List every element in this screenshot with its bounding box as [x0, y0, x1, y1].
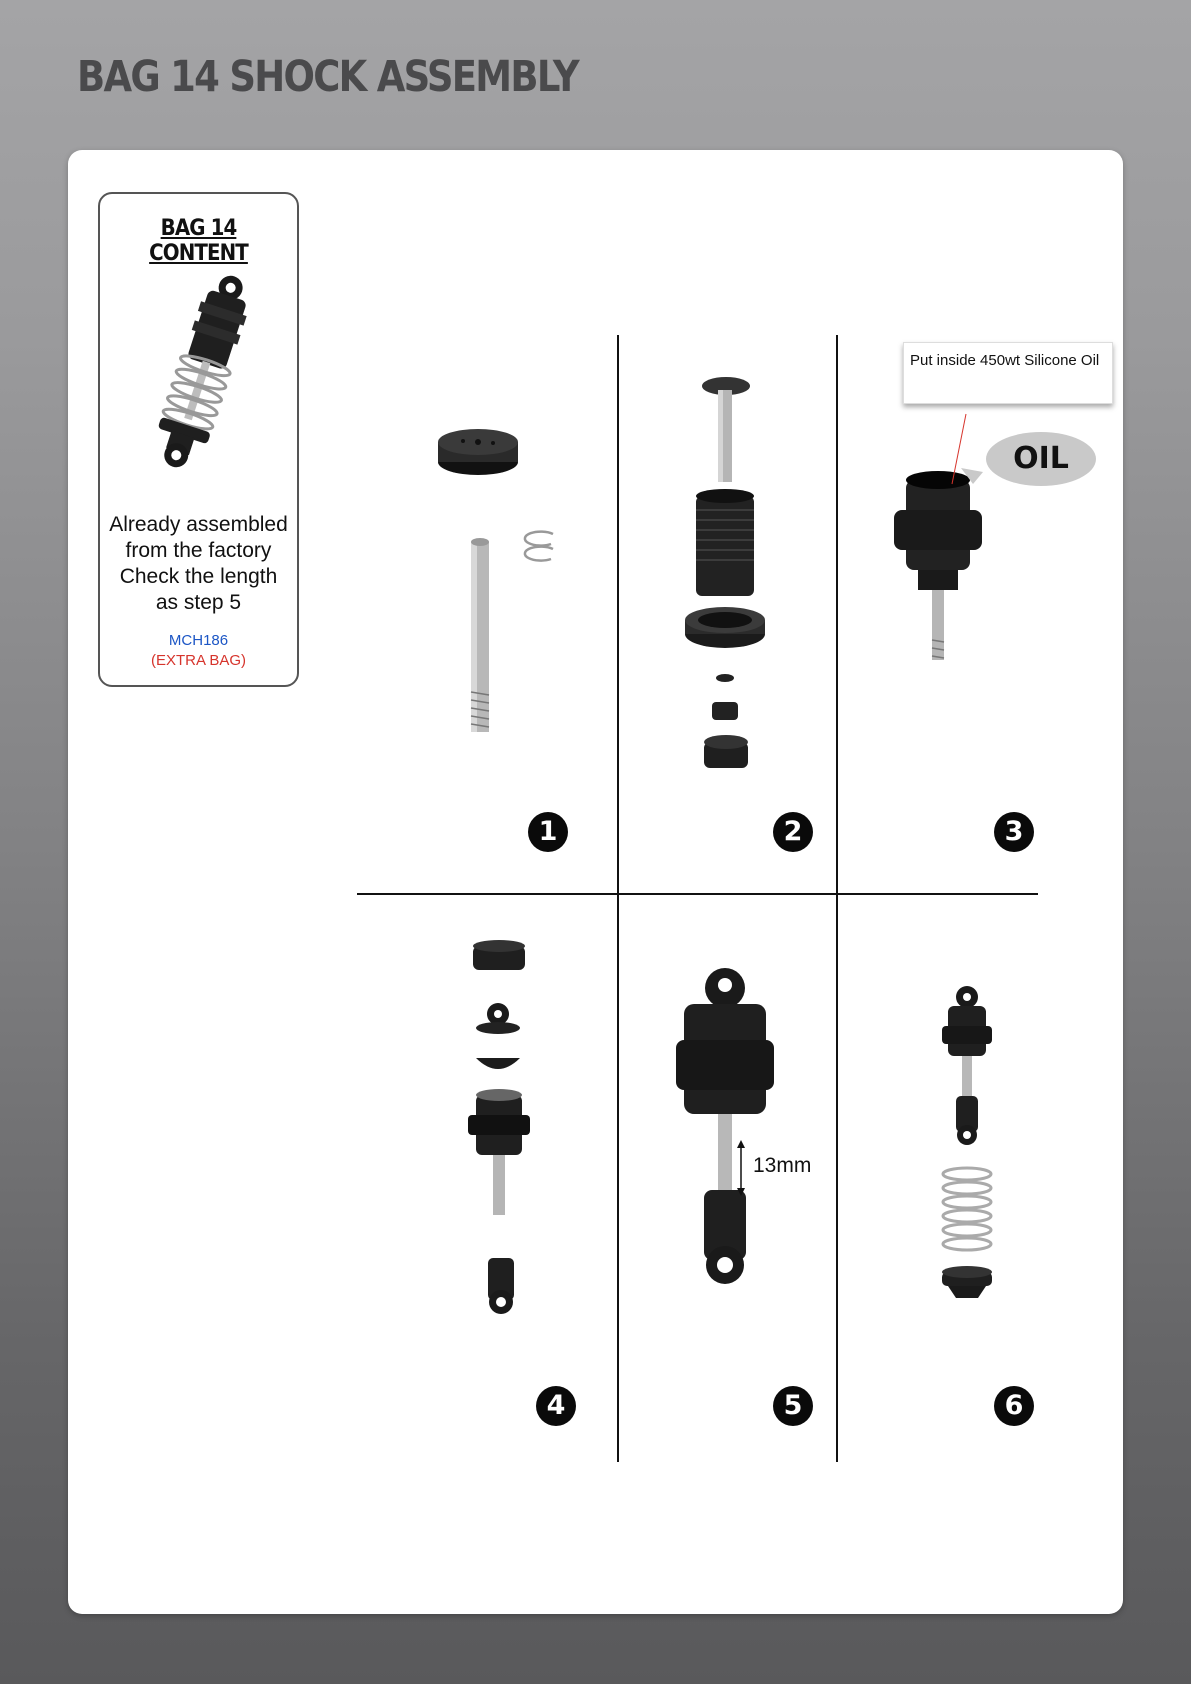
step-number-2: 2: [773, 812, 813, 852]
step6-parts: [942, 986, 992, 1298]
oil-callout: OIL: [986, 432, 1096, 486]
step2-cap-shaft: [702, 377, 750, 482]
part-code: MCH186: [168, 632, 229, 649]
bag-contents-title: BAG 14 CONTENT: [149, 216, 248, 266]
step-number-5: 5: [773, 1386, 813, 1426]
step-number-1: 1: [528, 812, 568, 852]
step4-parts: [468, 940, 530, 1314]
step-number-6: 6: [994, 1386, 1034, 1426]
step2-body: [696, 489, 754, 596]
extra-bag-label: (EXTRA BAG): [150, 652, 247, 669]
step3-assembly: [894, 414, 983, 660]
instruction-panel: [68, 150, 1123, 1614]
step1-shaft: [471, 538, 489, 732]
step-number-4: 4: [536, 1386, 576, 1426]
step1-piston-disc: [438, 429, 518, 475]
step1-e-clips: [525, 532, 553, 561]
step2-collar: [685, 607, 765, 648]
step5-shock: [676, 968, 774, 1284]
step-number-3: 3: [994, 812, 1034, 852]
factory-note: Already assembled from the factory Check the length as step 5: [109, 513, 288, 614]
silicone-oil-note: Put inside 450wt Silicone Oil: [903, 342, 1113, 404]
length-dimension: 13mm: [753, 1154, 812, 1177]
step2-small-parts: [704, 674, 748, 768]
page-title: BAG 14 SHOCK ASSEMBLY: [77, 52, 579, 102]
